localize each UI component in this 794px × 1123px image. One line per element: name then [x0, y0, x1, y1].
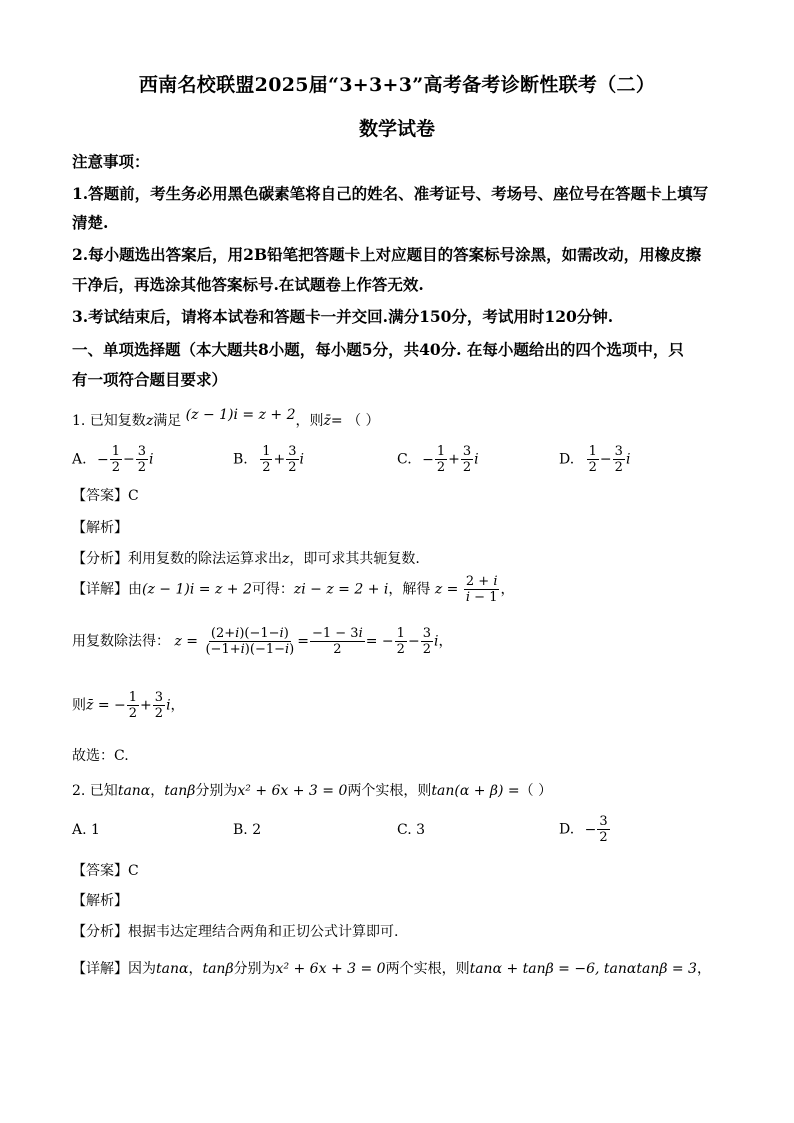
notice-item-2: 2.每小题选出答案后，用2B铅笔把答题卡上对应题目的答案标号涂黑，如需改动，用橡皮擦 [72, 245, 702, 264]
section-heading: 一、单项选择题（本大题共8小题，每小题5分，共40分. 在每小题给出的四个选项中，只 [72, 340, 684, 359]
q1-option-a: A. − $\frac{1}{2}$ − $\frac{3}{2}$ i [72, 444, 154, 475]
page-subtitle: 数学试卷 [358, 118, 435, 140]
q2-option-d: D. − $\frac{3}{2}$ [559, 814, 608, 845]
q2-answer: 【答案】C [72, 863, 139, 879]
q1-fenxi: 【分析】利用复数的除法运算求出z，即可求其共轭复数. [72, 551, 420, 567]
q2-analysis-tag: 【解析】 [72, 893, 128, 909]
question-1-stem: 1. 已知复数z满足 (z − 1)i = z + 2，则z̄= （ ） [72, 407, 380, 429]
q1-division-line: 用复数除法得： z = $\frac{(2+i)(-1-i)}{(-1+i)(-1-i)}$ = $\frac{-1 - 3i}{2}$ = − $\frac{1}{2}$ − $\frac{3}{2}$ i， [72, 626, 453, 657]
page-title: 西南名校联盟2025届“3+3+3”高考备考诊断性联考（二） [138, 74, 656, 96]
q2-fenxi: 【分析】根据韦达定理结合两角和正切公式计算即可. [72, 924, 399, 940]
q1-option-d: D. $\frac{1}{2}$ − $\frac{3}{2}$ i [559, 444, 631, 475]
q2-option-a: A. 1 [72, 822, 100, 838]
q1-detail-line: 【详解】由(z − 1)i = z + 2可得：zi − z = 2 + i，解得 z = $\frac{2 + i}{i - 1}$ ， [72, 574, 515, 605]
q1-option-b: B. $\frac{1}{2}$ + $\frac{3}{2}$ i [233, 444, 304, 475]
q1-conclusion: 故选：C. [72, 748, 129, 764]
q2-option-c: C. 3 [397, 822, 426, 838]
section-heading-cont: 有一项符合题目要求） [72, 370, 228, 389]
question-2-stem: 2. 已知tanα，tanβ分别为x² + 6x + 3 = 0两个实根，则tan(α + β) =（ ） [72, 783, 553, 799]
q2-detail-line: 【详解】因为tanα，tanβ分别为x² + 6x + 3 = 0两个实根，则tanα + tanβ = −6, tanαtanβ = 3， [72, 961, 711, 977]
notice-item-2-cont: 干净后，再选涂其他答案标号.在试题卷上作答无效. [72, 275, 424, 294]
notice-heading: 注意事项： [72, 152, 150, 171]
q1-option-c: C. − $\frac{1}{2}$ + $\frac{3}{2}$ i [397, 444, 479, 475]
q1-answer: 【答案】C [72, 488, 139, 504]
notice-item-1: 1.答题前，考生务必用黑色碳素笔将自己的姓名、准考证号、考场号、座位号在答题卡上填写 [72, 184, 709, 203]
q1-conjugate-line: 则z̄ = − $\frac{1}{2}$ + $\frac{3}{2}$ i， [72, 690, 185, 721]
notice-item-3: 3.考试结束后，请将本试卷和答题卡一并交回.满分150分，考试用时120分钟. [72, 307, 614, 326]
q1-analysis-tag: 【解析】 [72, 520, 128, 536]
q2-option-b: B. 2 [233, 822, 262, 838]
notice-item-1-cont: 清楚. [72, 213, 109, 232]
